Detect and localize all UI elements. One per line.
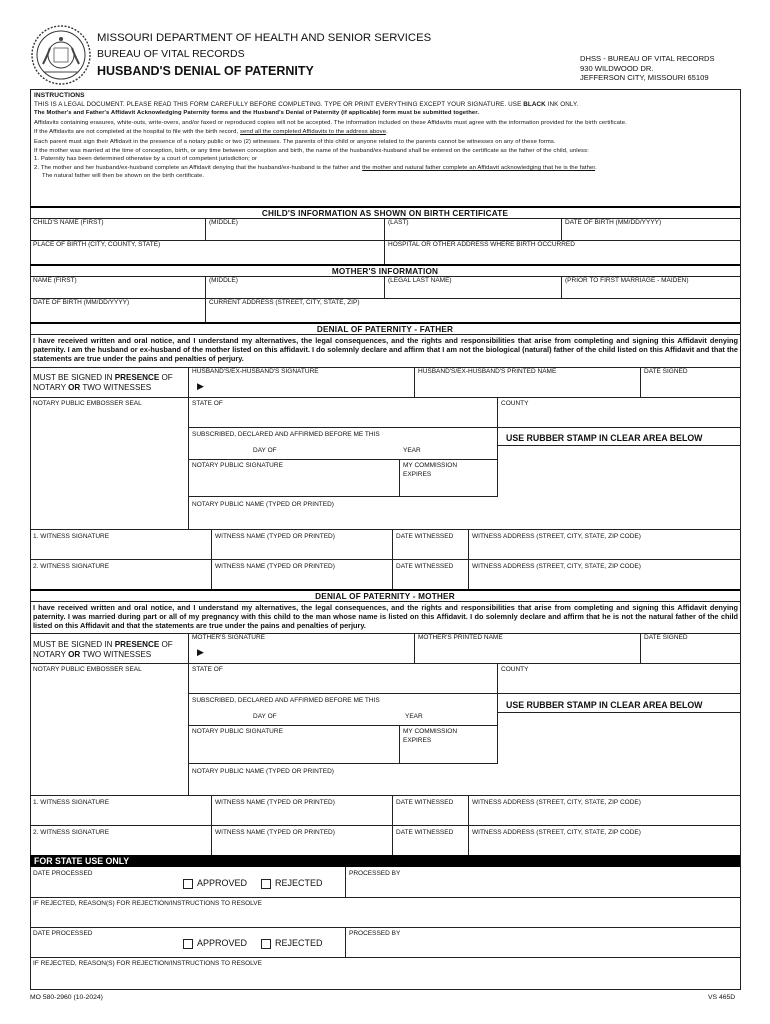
rubber-stamp-note-mother: USE RUBBER STAMP IN CLEAR AREA BELOW (506, 700, 703, 710)
father-statement: I have received written and oral notice, and I understand my alternatives, the legal consequences, and the rights and responsibilities that arise from completing and signing this Affidavit denying paternity. I am the husband or ex-husband of the mother listed on this affidavit. I do solemnly declare and affirm that I am not the biological (natural) father of the child listed on this Affidavit and that the statements are true under the pains and penalties of perjury. (33, 336, 738, 363)
rejection-reasons-2[interactable]: IF REJECTED, REASON(S) FOR REJECTION/INSTRUCTIONS TO RESOLVE (33, 960, 262, 967)
instructions-line-8: 2. The mother and her husband/ex-husband complete an Affidavit denying that the husband/ex-husband is the father and the mother and natural father complete an Affidavit acknowledging that he is the father. (34, 165, 597, 171)
rule (30, 334, 740, 335)
day-of-field[interactable]: DAY OF (253, 447, 277, 454)
mailing-address (580, 54, 715, 83)
rejected-checkbox-2[interactable]: REJECTED (261, 938, 323, 949)
father-witness-1-name[interactable]: WITNESS NAME (TYPED OR PRINTED) (215, 533, 335, 540)
address-line-3: JEFFERSON CITY, MISSOURI 65109 (580, 73, 709, 82)
instructions-line-2: The Mother's and Father's Affidavit Acknowledging Paternity forms and the Husband's Denial of Paternity (if applicable) form must be submitted together. (34, 110, 480, 116)
child-first-name-field[interactable]: CHILD'S NAME (FIRST) (33, 219, 104, 226)
divider (30, 589, 740, 591)
father-witness-1-date[interactable]: DATE WITNESSED (396, 533, 454, 540)
husband-date-signed-field[interactable]: DATE SIGNED (644, 368, 688, 375)
mother-witness-2-name[interactable]: WITNESS NAME (TYPED OR PRINTED) (215, 829, 335, 836)
approved-checkbox-2[interactable]: APPROVED (183, 938, 247, 949)
instructions-line-5: Each parent must sign their Affidavit in the presence of a notary public or two (2) witnesses. The parents of this child or anyone related to the parents cannot be witnesses on any of these forms. (34, 138, 556, 145)
approved-checkbox-1[interactable]: APPROVED (183, 878, 247, 889)
instructions-line-7: 1. Paternity has been determined otherwise by a court of competent jurisdiction; or (34, 155, 258, 162)
mother-witness-1-address[interactable]: WITNESS ADDRESS (STREET, CITY, STATE, ZIP CODE) (472, 799, 641, 806)
bureau-name: BUREAU OF VITAL RECORDS (97, 48, 245, 60)
instructions-line-1: THIS IS A LEGAL DOCUMENT. PLEASE READ THIS FORM CAREFULLY BEFORE COMPLETING. TYPE OR PRINT EVERYTHING EXCEPT YOUR SIGNATURE. USE BLACK INK ONLY. (34, 100, 579, 108)
checkbox-icon (183, 879, 193, 889)
instructions-line-6: If the mother was married at the time of conception, birth, or any time between conception and birth, the name of the husband/ex-husband shall be entered on the certificate as the father of the child, unless: (34, 148, 589, 154)
subscribed-label: SUBSCRIBED, DECLARED AND AFFIRMED BEFORE ME THIS (192, 431, 380, 438)
form-number: MO 580-2960 (10-2024) (30, 994, 103, 1001)
day-of-field-mother[interactable]: DAY OF (253, 713, 277, 720)
vs-number: VS 465D (708, 994, 736, 1001)
rejected-checkbox-1[interactable]: REJECTED (261, 878, 323, 889)
processed-by-1[interactable]: PROCESSED BY (349, 870, 401, 877)
father-witness-2-signature[interactable]: 2. WITNESS SIGNATURE (33, 563, 110, 570)
must-be-signed-note: MUST BE SIGNED IN PRESENCE OF NOTARY OR TWO WITNESSES (33, 373, 173, 392)
checkbox-icon (261, 939, 271, 949)
notary-seal-area: NOTARY PUBLIC EMBOSSER SEAL (33, 400, 142, 407)
mother-signature-field[interactable]: MOTHER'S SIGNATURE ▶ (192, 634, 265, 657)
child-middle-name-field[interactable]: (MIDDLE) (209, 219, 238, 226)
notary-signature-field[interactable]: NOTARY PUBLIC SIGNATURE (192, 462, 283, 469)
state-use-heading: FOR STATE USE ONLY (34, 856, 130, 866)
notary-county-field-mother[interactable]: COUNTY (501, 666, 529, 673)
mother-witness-2-signature[interactable]: 2. WITNESS SIGNATURE (33, 829, 110, 836)
notary-seal-area-mother: NOTARY PUBLIC EMBOSSER SEAL (33, 666, 142, 673)
year-field[interactable]: YEAR (403, 447, 421, 454)
mother-info-heading: MOTHER'S INFORMATION (331, 267, 439, 276)
mother-witness-2-address[interactable]: WITNESS ADDRESS (STREET, CITY, STATE, ZIP CODE) (472, 829, 641, 836)
instructions (34, 92, 738, 180)
divider (30, 264, 740, 266)
department-name: MISSOURI DEPARTMENT OF HEALTH AND SENIOR SERVICES (97, 32, 432, 44)
mother-last-name-field[interactable]: (LEGAL LAST NAME) (388, 277, 452, 284)
father-witness-1-address[interactable]: WITNESS ADDRESS (STREET, CITY, STATE, ZIP CODE) (472, 533, 641, 540)
processed-by-2[interactable]: PROCESSED BY (349, 930, 401, 937)
mother-maiden-name-field[interactable]: (PRIOR TO FIRST MARRIAGE - MAIDEN) (565, 277, 689, 284)
husband-printed-name-field[interactable]: HUSBAND'S/EX-HUSBAND'S PRINTED NAME (418, 368, 557, 375)
mother-printed-name-field[interactable]: MOTHER'S PRINTED NAME (418, 634, 503, 641)
commission-expires-field[interactable]: MY COMMISSION EXPIRES (403, 462, 458, 478)
father-section-heading: DENIAL OF PATERNITY - FATHER (316, 325, 454, 334)
instructions-line-3: Affidavits containing erasures, white-outs, write-overs, and/or faxed or reproduced copies will not be accepted. The information included on these Affidavits must agree with the information provided for the birth certificate. (34, 119, 627, 126)
notary-state-field[interactable]: STATE OF (192, 400, 223, 407)
mother-first-name-field[interactable]: NAME (FIRST) (33, 277, 77, 284)
child-last-name-field[interactable]: (LAST) (388, 219, 409, 226)
address-line-2: 930 WILDWOOD DR. (580, 63, 654, 73)
father-witness-1-signature[interactable]: 1. WITNESS SIGNATURE (33, 533, 110, 540)
year-field-mother[interactable]: YEAR (405, 713, 423, 720)
date-processed-2[interactable]: DATE PROCESSED (33, 930, 93, 937)
mother-statement: I have received written and oral notice, and I understand my alternatives, the legal consequences, and the rights and responsibilities that arise from completing and signing this Affidavit denying paternity. I was married during part or all of my pregnancy with this child to the man whose name is listed on this Affidavit. I do solemnly declare and affirm that he is not the natural father of the child listed on this Affidavit and that the statements are true under the pains and penalties of perjury. (33, 603, 738, 630)
child-section-heading: CHILD'S INFORMATION AS SHOWN ON BIRTH CERTIFICATE (261, 209, 509, 218)
instructions-line-4: If the Affidavits are not completed at the hospital to file with the birth record, send all the completed Affidavits to the address above. (34, 129, 388, 135)
notary-county-field[interactable]: COUNTY (501, 400, 529, 407)
rubber-stamp-note: USE RUBBER STAMP IN CLEAR AREA BELOW (506, 433, 703, 443)
mother-middle-name-field[interactable]: (MIDDLE) (209, 277, 238, 284)
address-line-1: DHSS - BUREAU OF VITAL RECORDS (580, 54, 715, 63)
must-be-signed-note-mother: MUST BE SIGNED IN PRESENCE OF NOTARY OR TWO WITNESSES (33, 640, 173, 659)
father-witness-2-date[interactable]: DATE WITNESSED (396, 563, 454, 570)
husband-signature-field[interactable]: HUSBAND'S/EX-HUSBAND'S SIGNATURE ▶ (192, 368, 319, 391)
checkbox-icon (183, 939, 193, 949)
commission-expires-field-mother[interactable]: MY COMMISSION EXPIRES (403, 728, 458, 744)
missouri-state-seal (30, 24, 92, 86)
form-title: HUSBAND'S DENIAL OF PATERNITY (97, 64, 314, 78)
rule (498, 445, 740, 446)
subscribed-label-mother: SUBSCRIBED, DECLARED AND AFFIRMED BEFORE ME THIS (192, 697, 380, 704)
notary-signature-field-mother[interactable]: NOTARY PUBLIC SIGNATURE (192, 728, 283, 735)
divider (30, 322, 740, 324)
father-witness-2-address[interactable]: WITNESS ADDRESS (STREET, CITY, STATE, ZIP CODE) (472, 563, 641, 570)
sign-arrow-icon: ▶ (197, 647, 204, 657)
mother-witness-1-name[interactable]: WITNESS NAME (TYPED OR PRINTED) (215, 799, 335, 806)
mother-dob-field[interactable]: DATE OF BIRTH (MM/DD/YYYY) (33, 299, 130, 306)
mother-section-heading: DENIAL OF PATERNITY - MOTHER (315, 592, 455, 601)
sign-arrow-icon: ▶ (197, 381, 204, 391)
date-processed-1[interactable]: DATE PROCESSED (33, 870, 93, 877)
mother-address-field[interactable]: CURRENT ADDRESS (STREET, CITY, STATE, ZIP) (209, 299, 360, 306)
mother-date-signed-field[interactable]: DATE SIGNED (644, 634, 688, 641)
mother-witness-2-date[interactable]: DATE WITNESSED (396, 829, 454, 836)
place-of-birth-field[interactable]: PLACE OF BIRTH (CITY, COUNTY, STATE) (33, 241, 161, 248)
mother-witness-1-signature[interactable]: 1. WITNESS SIGNATURE (33, 799, 110, 806)
checkbox-icon (261, 879, 271, 889)
child-dob-field[interactable]: DATE OF BIRTH (MM/DD/YYYY) (565, 219, 662, 226)
notary-name-field[interactable]: NOTARY PUBLIC NAME (TYPED OR PRINTED) (192, 501, 334, 508)
divider (30, 206, 740, 208)
hospital-field[interactable]: HOSPITAL OR OTHER ADDRESS WHERE BIRTH OCCURRED (388, 241, 575, 248)
rejection-reasons-1[interactable]: IF REJECTED, REASON(S) FOR REJECTION/INSTRUCTIONS TO RESOLVE (33, 900, 262, 907)
notary-state-field-mother[interactable]: STATE OF (192, 666, 223, 673)
rule (30, 601, 740, 602)
state-use-banner (30, 855, 740, 867)
mother-witness-1-date[interactable]: DATE WITNESSED (396, 799, 454, 806)
rule (498, 712, 740, 713)
notary-name-field-mother[interactable]: NOTARY PUBLIC NAME (TYPED OR PRINTED) (192, 768, 334, 775)
instructions-heading: INSTRUCTIONS (34, 92, 85, 99)
instructions-line-9: The natural father will then be shown on the birth certificate. (42, 172, 205, 179)
father-witness-2-name[interactable]: WITNESS NAME (TYPED OR PRINTED) (215, 563, 335, 570)
